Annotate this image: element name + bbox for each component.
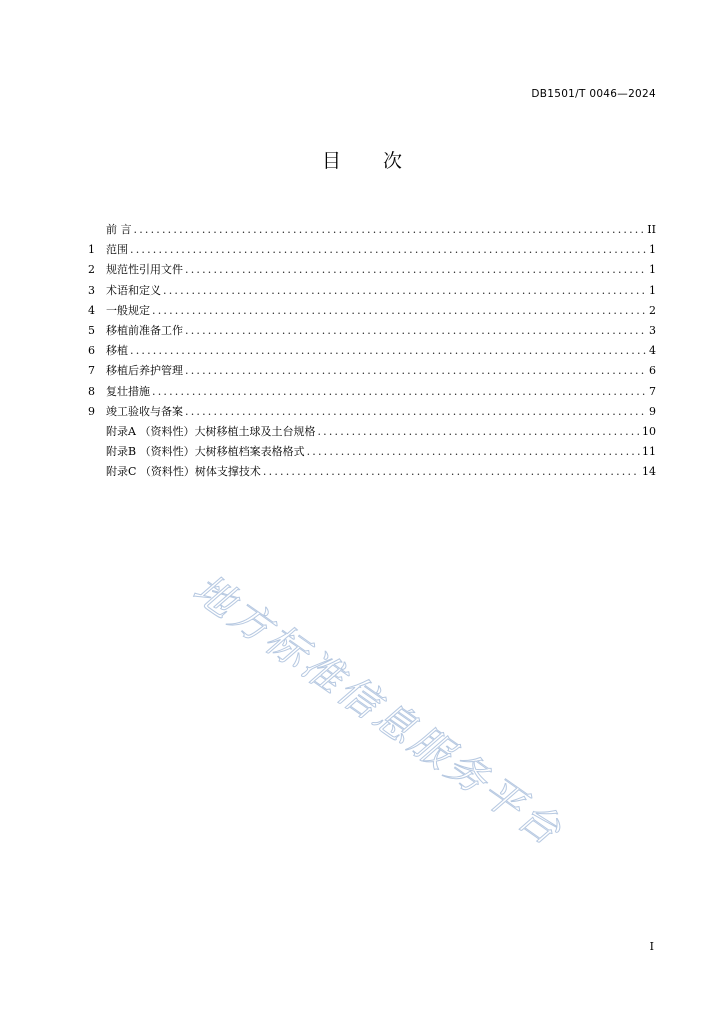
toc-entry-appendix-b[interactable] <box>88 442 656 462</box>
toc-entry-scope[interactable] <box>88 240 656 260</box>
toc-leader-dots <box>134 220 646 240</box>
toc-entry-page: 9 <box>649 404 656 418</box>
toc-entry-number: 8 <box>88 384 95 398</box>
toc-entry-page: 4 <box>649 344 656 358</box>
toc-entry-label: 附录B （资料性）大树移植档案表格格式 <box>106 445 305 459</box>
toc-entry-label: 移植 <box>106 344 128 358</box>
toc-leader-dots <box>185 321 647 341</box>
toc-entry-number: 3 <box>88 283 95 297</box>
toc-entry-label: 移植后养护管理 <box>106 364 183 378</box>
toc-leader-dots <box>185 260 647 280</box>
toc-leader-dots <box>130 341 647 361</box>
toc-entry-page: 1 <box>649 283 656 297</box>
toc-leader-dots <box>185 402 647 422</box>
standard-code: DB1501/T 0046—2024 <box>531 88 656 100</box>
toc-entry-appendix-c[interactable] <box>88 462 656 482</box>
toc-leader-dots <box>163 281 647 301</box>
toc-entry-label: 移植前准备工作 <box>106 323 183 337</box>
toc-leader-dots <box>130 240 647 260</box>
toc-entry-page: 7 <box>649 384 656 398</box>
toc-entry-number: 6 <box>88 344 95 358</box>
toc-leader-dots <box>307 442 640 462</box>
toc-entry-acceptance-filing[interactable] <box>88 402 656 422</box>
toc-leader-dots <box>263 462 640 482</box>
toc-entry-foreword[interactable] <box>88 220 656 240</box>
toc-entry-number: 7 <box>88 364 95 378</box>
toc-leader-dots <box>152 382 647 402</box>
toc-entry-label: 范围 <box>106 243 128 257</box>
toc-leader-dots <box>317 422 640 442</box>
toc-entry-label: 附录A （资料性）大树移植土球及土台规格 <box>106 424 316 438</box>
toc-entry-number: 5 <box>88 323 95 337</box>
toc-leader-dots <box>185 361 647 381</box>
watermark: 地方标准信息服务平台 <box>184 565 572 856</box>
toc-entry-label: 附录C （资料性）树体支撑技术 <box>106 465 261 479</box>
toc-entry-page: 1 <box>649 263 656 277</box>
toc-entry-page: 10 <box>642 424 656 438</box>
toc-entry-page: 14 <box>642 465 656 479</box>
toc-entry-label: 复壮措施 <box>106 384 150 398</box>
toc-leader-dots <box>152 301 647 321</box>
page-title: 目 次 <box>321 150 421 172</box>
toc-entry-label: 规范性引用文件 <box>106 263 183 277</box>
toc-entry-label: 术语和定义 <box>106 283 161 297</box>
page-number: I <box>649 940 654 953</box>
toc-entry-label: 前 言 <box>106 223 132 236</box>
toc-entry-terms-definitions[interactable] <box>88 281 656 301</box>
toc-entry-normative-references[interactable] <box>88 260 656 280</box>
toc-entry-label: 一般规定 <box>106 303 150 317</box>
toc-entry-pre-transplant-prep[interactable] <box>88 321 656 341</box>
toc-entry-page: 11 <box>642 445 656 459</box>
table-of-contents <box>88 220 656 482</box>
toc-entry-number: 1 <box>88 243 95 257</box>
toc-entry-page: II <box>647 223 656 236</box>
toc-entry-general-provisions[interactable] <box>88 301 656 321</box>
toc-entry-page: 6 <box>649 364 656 378</box>
toc-entry-transplant[interactable] <box>88 341 656 361</box>
toc-entry-page: 1 <box>649 243 656 257</box>
toc-entry-number: 4 <box>88 303 95 317</box>
toc-entry-rejuvenation[interactable] <box>88 382 656 402</box>
toc-entry-number: 9 <box>88 404 95 418</box>
toc-entry-page: 2 <box>649 303 656 317</box>
toc-entry-appendix-a[interactable] <box>88 422 656 442</box>
toc-entry-post-transplant-care[interactable] <box>88 361 656 381</box>
toc-entry-page: 3 <box>649 323 656 337</box>
toc-entry-label: 竣工验收与备案 <box>106 404 183 418</box>
toc-entry-number: 2 <box>88 263 95 277</box>
